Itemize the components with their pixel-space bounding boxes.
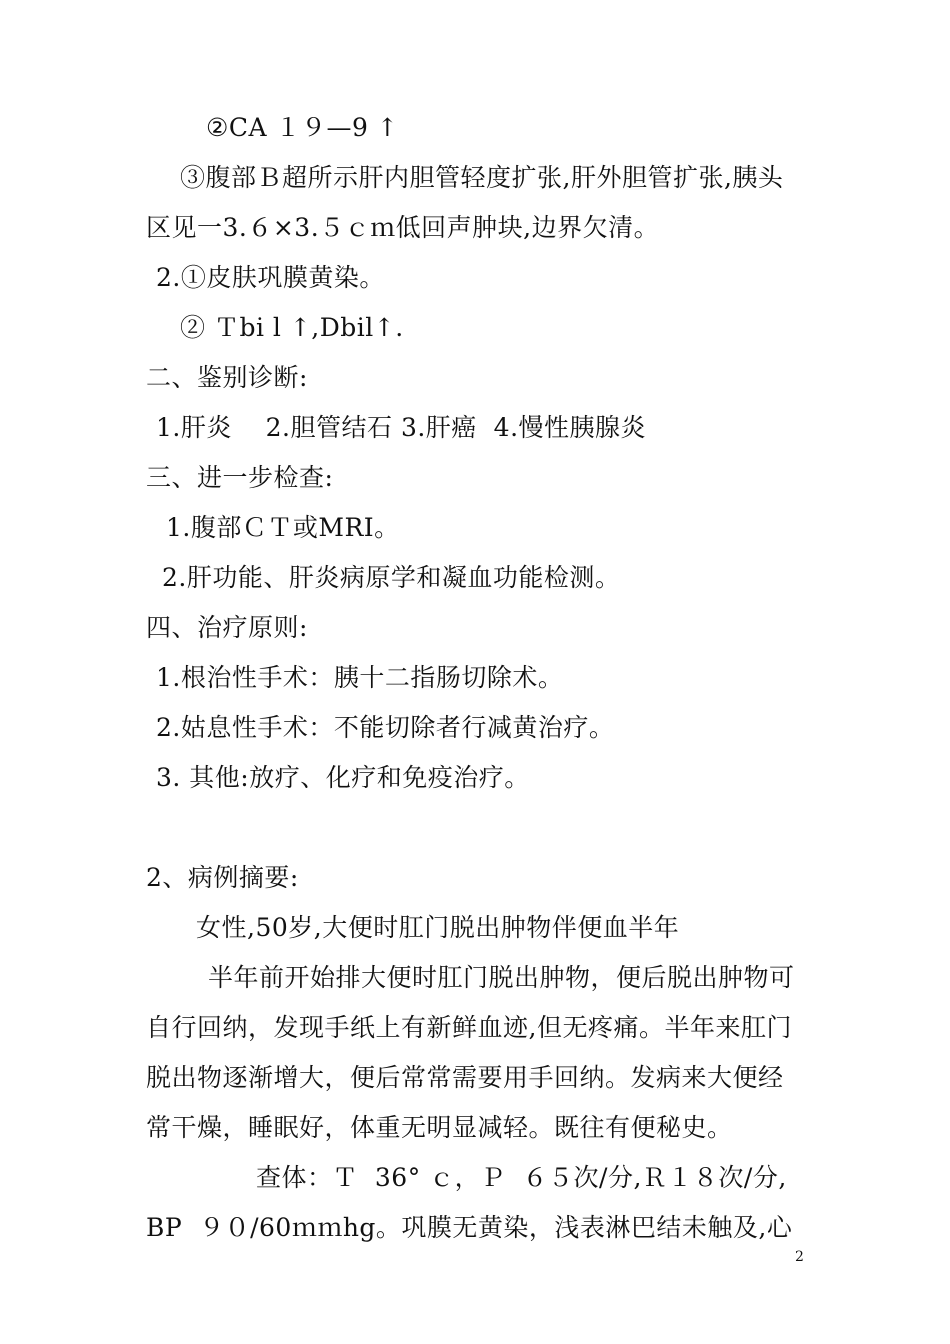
text-line: 自行回纳，发现手纸上有新鲜血迹,但无疼痛。半年来肛门 xyxy=(146,1013,792,1042)
text-line: ② Ｔbi l ↑,Dbil↑. xyxy=(180,313,404,342)
section-heading: 四、治疗原则: xyxy=(146,613,308,642)
page-number: 2 xyxy=(795,1249,804,1265)
text-line: 查体：Ｔ 36° ｃ，Ｐ ６５次/分,Ｒ１８次/分, xyxy=(256,1163,787,1192)
text-line: ②CA １９—9 ↑ xyxy=(206,113,399,142)
text-line: 1.腹部ＣＴ或MRI。 xyxy=(166,513,400,542)
text-line: 3. 其他:放疗、化疗和免疫治疗。 xyxy=(156,763,530,792)
text-line: ③腹部Ｂ超所示肝内胆管轻度扩张,肝外胆管扩张,胰头 xyxy=(180,163,784,192)
text-line: 1.肝炎 2.胆管结石 3.肝癌 4.慢性胰腺炎 xyxy=(156,413,647,442)
text-line: 2.肝功能、肝炎病原学和凝血功能检测。 xyxy=(162,563,621,592)
text-line: 区见一3.６×3.５ｃｍ低回声肿块,边界欠清。 xyxy=(146,213,660,242)
text-line: 半年前开始排大便时肛门脱出肿物，便后脱出肿物可 xyxy=(208,963,795,992)
section-heading: 二、鉴别诊断: xyxy=(146,363,308,392)
text-line: 2.①皮肤巩膜黄染。 xyxy=(156,263,385,292)
text-line: 女性,50岁,大便时肛门脱出肿物伴便血半年 xyxy=(196,913,680,942)
text-line: 2.姑息性手术：不能切除者行减黄治疗。 xyxy=(156,713,615,742)
section-heading: 三、进一步检查: xyxy=(146,463,334,492)
text-line: 脱出物逐渐增大，便后常常需要用手回纳。发病来大便经 xyxy=(146,1063,784,1092)
text-line: 常干燥，睡眠好，体重无明显减轻。既往有便秘史。 xyxy=(146,1113,733,1142)
text-line: BP ９０/60ｍｍhg。巩膜无黄染，浅表淋巴结未触及,心 xyxy=(146,1213,793,1242)
section-heading: 2、病例摘要: xyxy=(146,863,299,892)
text-line: 1.根治性手术：胰十二指肠切除术。 xyxy=(156,663,564,692)
